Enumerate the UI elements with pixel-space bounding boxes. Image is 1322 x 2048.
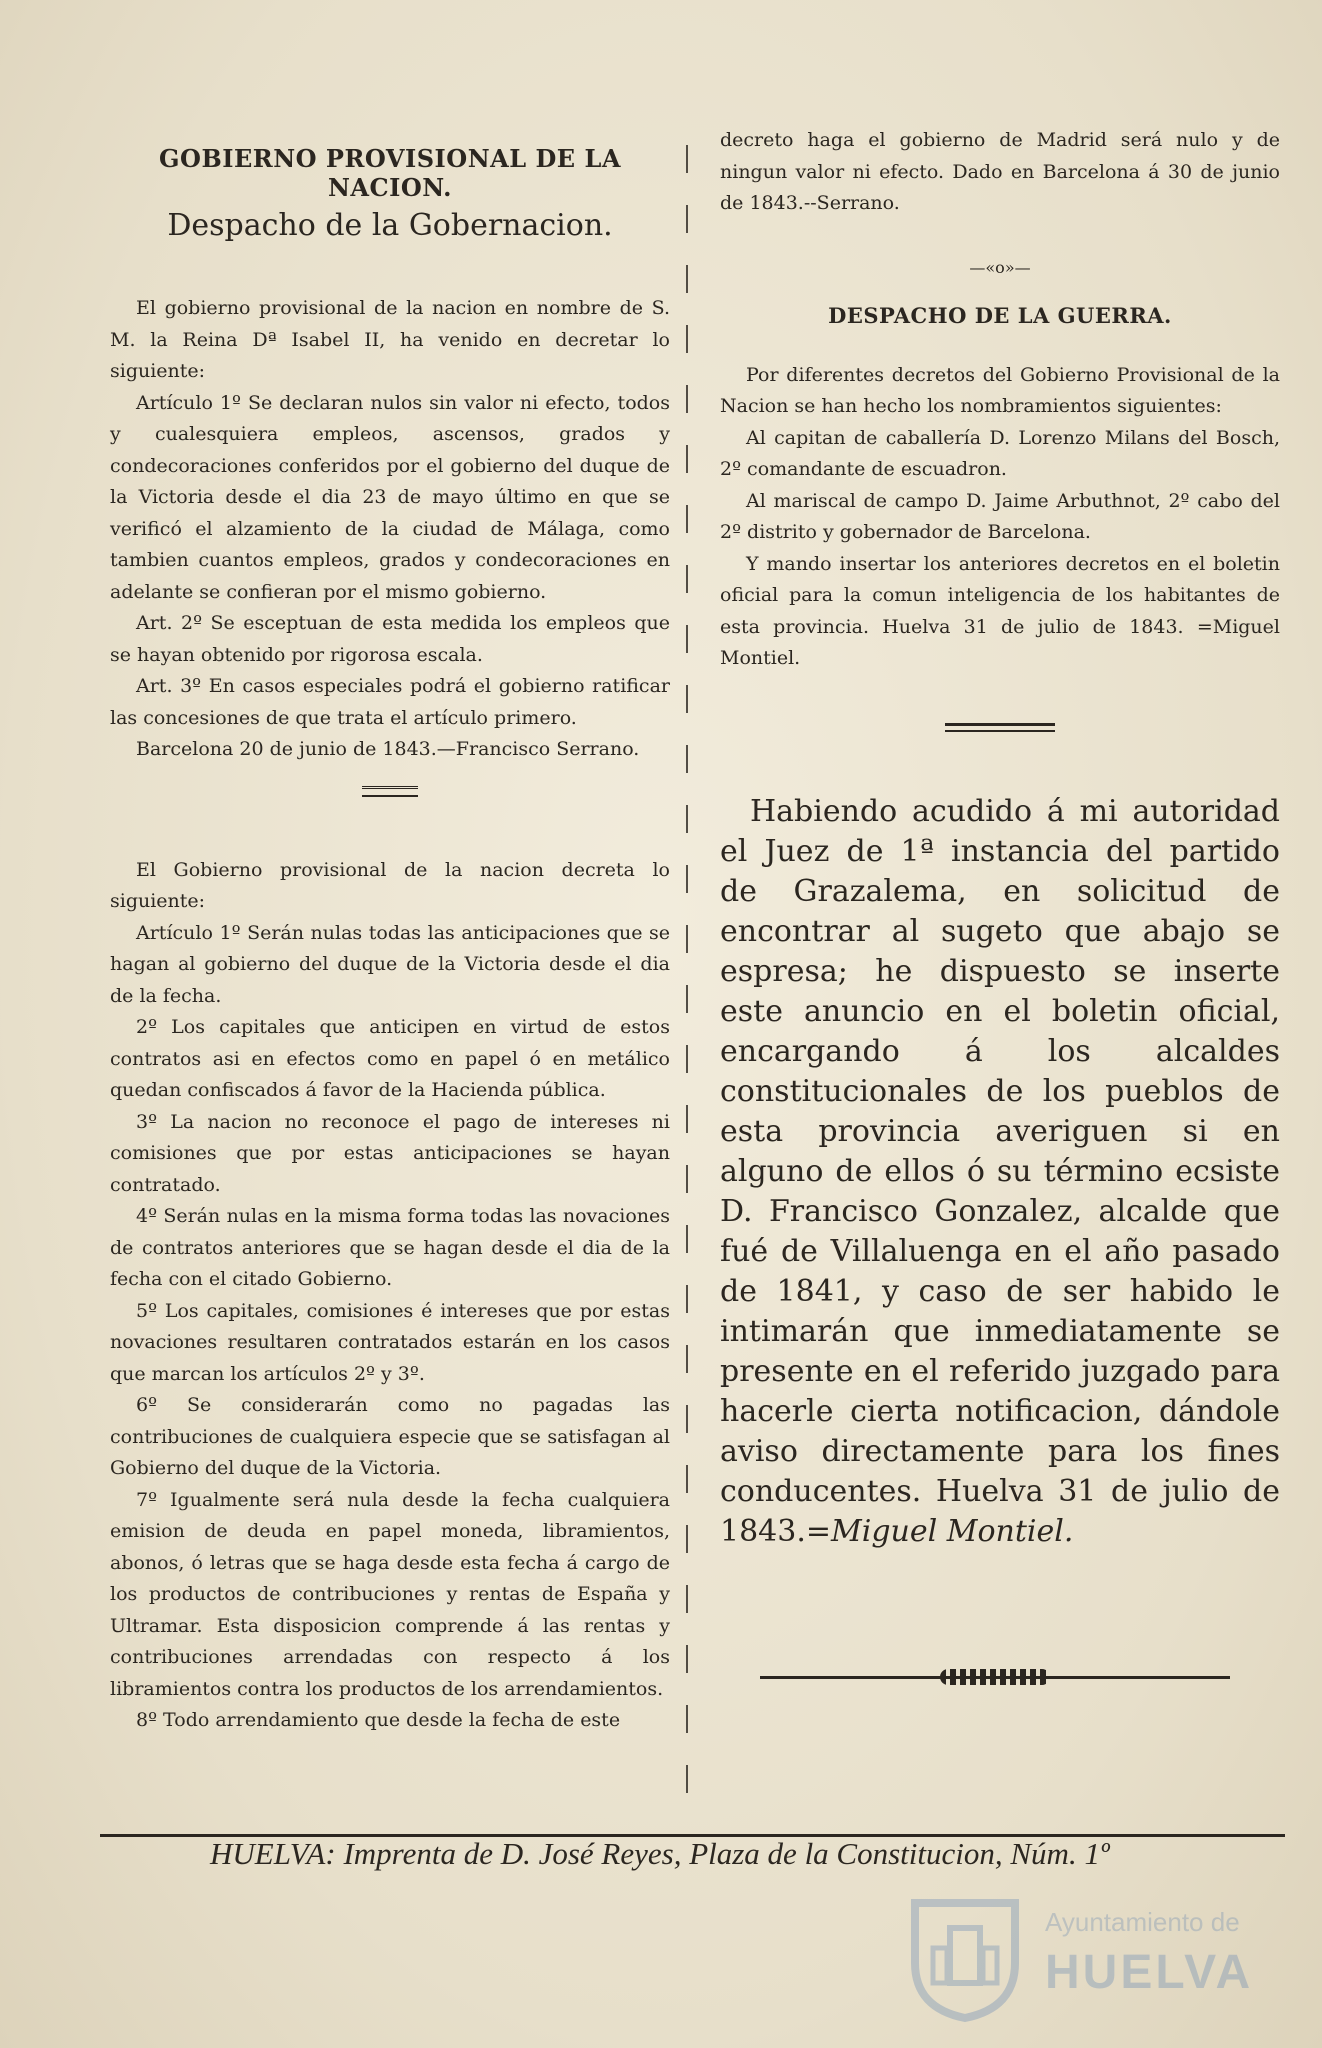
column-divider bbox=[686, 145, 688, 1825]
decree-2-paragraph: Artículo 1º Serán nulas todas las anticipaciones que se hagan al gobierno del duque de la Victoria desde el dia de la fecha. bbox=[110, 921, 670, 1007]
decree-2-paragraph: 3º La nacion no reconoce el pago de intereses ni comisiones que por estas anticipaciones se hayan contratado. bbox=[110, 1110, 670, 1196]
page-title: GOBIERNO PROVISIONAL DE LA NACION. bbox=[159, 144, 621, 202]
war-paragraph: Y mando insertar los anteriores decretos en el boletin oficial para la comun inteligencia de los habitantes de esta provincia. Huelva 31 de julio de 1843. =Miguel Montiel. bbox=[720, 552, 1280, 669]
war-paragraph: Al mariscal de campo D. Jaime Arbuthnot, 2º cabo del 2º distrito y gobernador de Barcelona. bbox=[720, 489, 1280, 543]
notice-text: Habiendo acudido á mi autoridad el Juez de 1ª instancia del partido de Grazalema, en solicitud de encontrar al sugeto que abajo se espresa; he dispuesto se inserte este anuncio en el boletin oficial, encargando á los alcaldes constitucionales de los pueblos de esta provincia averiguen si en alguno de ellos ó su término ecsiste D. Francisco Gonzalez, alcalde que fué de Villaluenga en el año pasado de 1841, y caso de ser habido le intimarán que inmediatamente se presente en el referido juzgado para hacerle cierta notificacion, dándole aviso directamente para los fines conducentes. Huelva 31 de julio de 1843. bbox=[720, 793, 1280, 1549]
ornament-rule bbox=[760, 1672, 1230, 1682]
section-title-gobernacion: Despacho de la Gobernacion. bbox=[167, 208, 613, 243]
decree-2-paragraph: 7º Igualmente será nula desde la fecha cualquiera emision de deuda en papel moneda, libramientos, abonos, ó letras que se haga desde esta fecha á cargo de los productos de contribuciones y rentas de España y Ultramar. Esta disposicion comprende á las rentas y contribuciones arrendadas con respecto á los libramientos contra los productos de los arrendamientos. bbox=[110, 1488, 670, 1700]
notice-paragraph bbox=[720, 792, 1280, 1552]
decree-2-paragraph: 2º Los capitales que anticipen en virtud de estos contratos asi en efectos como en papel ó en metálico quedan confiscados á favor de la Hacienda pública. bbox=[110, 1016, 670, 1101]
coat-of-arms-icon bbox=[905, 1893, 1025, 2023]
printer-footer: HUELVA: Imprenta de D. José Reyes, Plaza de la Constitucion, Núm. 1º bbox=[210, 1836, 1110, 1871]
war-paragraph: Por diferentes decretos del Gobierno Provisional de la Nacion se han hecho los nombramientos siguientes: bbox=[720, 363, 1280, 417]
decree-1-paragraph: Art. 2º Se esceptuan de esta medida los empleos que se hayan obtenido por rigorosa escala. bbox=[110, 612, 670, 666]
decree-2-paragraph: El Gobierno provisional de la nacion decreta lo siguiente: bbox=[110, 858, 670, 912]
watermark-line2: HUELVA bbox=[1045, 1946, 1254, 1999]
decree-2-paragraph: 5º Los capitales, comisiones é intereses que por estas novaciones resultaren contratados estarán en los casos que marcan los artículos 2º y 3º. bbox=[110, 1299, 670, 1385]
separator bbox=[362, 786, 418, 797]
decree-1-paragraph: Art. 3º En casos especiales podrá el gobierno ratificar las concesiones de que trata el artículo primero. bbox=[110, 675, 670, 729]
decree-1-signature: Barcelona 20 de junio de 1843.—Francisco Serrano. bbox=[136, 738, 640, 760]
decree-2-paragraph: 4º Serán nulas en la misma forma todas las novaciones de contratos anteriores que se hagan desde el dia de la fecha con el citado Gobierno. bbox=[110, 1205, 670, 1290]
watermark-logo bbox=[905, 1893, 1285, 2023]
decree-continuation: decreto haga el gobierno de Madrid será nulo y de ningun valor ni efecto. Dado en Barcelona á 30 de junio de 1843.--Serrano. bbox=[720, 129, 1280, 214]
decree-2 bbox=[110, 855, 670, 1737]
watermark-line1: Ayuntamiento de bbox=[1045, 1907, 1240, 1937]
decree-2-paragraph: 8º Todo arrendamiento que desde la fecha de este bbox=[136, 1709, 621, 1731]
decree-2-paragraph: 6º Se considerarán como no pagadas las contribuciones de cualquiera especie que se satisfagan al Gobierno del duque de la Victoria. bbox=[110, 1394, 670, 1479]
right-column bbox=[720, 125, 1280, 1682]
decree-1 bbox=[110, 293, 670, 766]
decree-1-paragraph: Artículo 1º Se declaran nulos sin valor ni efecto, todos y cualesquiera empleos, ascensos, grados y condecoraciones conferidos por el gobierno del duque de la Victoria desde el dia 23 de mayo último en que se verificó el alzamiento de la ciudad de Málaga, como tambien cuantos empleos, grados y condecoraciones en adelante se confieran por el mismo gobierno. bbox=[110, 391, 670, 603]
war-paragraph: Al capitan de caballería D. Lorenzo Milans del Bosch, 2º comandante de escuadron. bbox=[720, 426, 1280, 480]
small-separator: —«o»— bbox=[969, 257, 1031, 277]
decree-1-paragraph: El gobierno provisional de la nacion en nombre de S. M. la Reina Dª Isabel II, ha venido en decretar lo siguiente: bbox=[110, 297, 670, 382]
left-column bbox=[110, 130, 670, 1737]
separator bbox=[945, 723, 1055, 732]
section-title-guerra: DESPACHO DE LA GUERRA. bbox=[828, 302, 1172, 328]
notice-signature: =Miguel Montiel. bbox=[805, 1513, 1074, 1549]
